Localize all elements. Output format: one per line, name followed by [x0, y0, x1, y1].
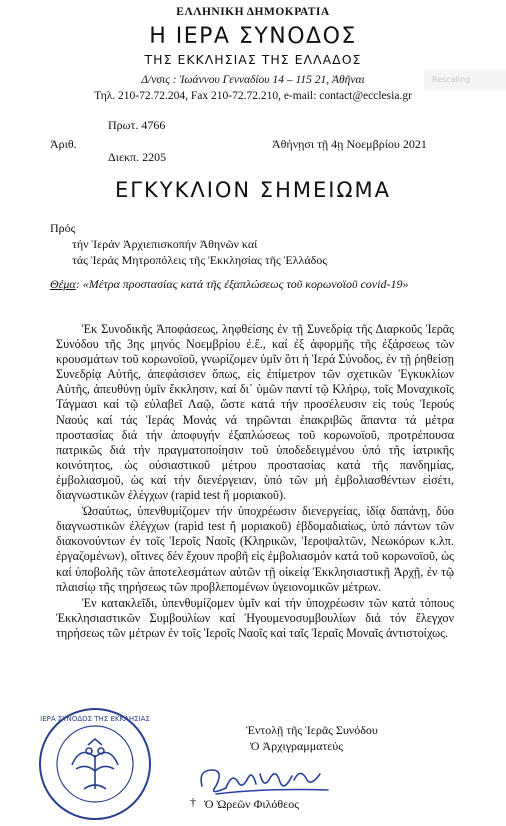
- signature-mandate: Ἐντολῇ τῆς Ἱερᾶς Συνόδου: [246, 723, 378, 737]
- subject-label: Θέμα: [50, 277, 76, 291]
- recipient-line-2: τάς Ἱεράς Μητροπόλεις τῆς Ἐκκλησίας τῆς Ἑλλάδος: [72, 253, 328, 267]
- signatory-name: Ὁ Ὠρεῶν Φιλόθεος: [204, 797, 299, 811]
- body-paragraph-1: Ἐκ Συνοδικῆς Ἀποφάσεως, ληφθείσης ἐν τῇ Συνεδρίᾳ τῆς Διαρκοῦς Ἱερᾶς Συνόδου τῆς 3ης μηνός Νοεμβρίου ἐ.ἔ., καί ἐξ ἀφορμῆς τῆς ἐξάρσεως τῶν κρουσμάτων τοῦ κορωνοϊοῦ, γνωρίζομεν ὑμῖν ὅτι ἡ Ἱερά Σύνοδος, ἐν τῇ ῥηθείσῃ Συνεδρίᾳ Αὐτῆς, ἀπεφάσισεν ὅπως, εἰς ἐπίμετρον τῶν σχετικῶν Ἐγκυκλίων Αὐτῆς, ἀπευθύνῃ ὑμῖν ἔκκλησιν, καί δι᾽ ὑμῶν παντί τῷ Κλήρῳ, τοῖς Μοναχικοῖς Τάγμασι καί τῷ εὐλαβεῖ Λαῷ, ὥστε κατά τήν προσέλευσιν εἰς τούς Ἱερούς Ναούς καί τάς Ἱεράς Μονάς νά τηρῶνται ἐπακριβῶς ἅπαντα τά μέτρα προστασίας διά τήν ἀποφυγήν ἐξαπλώσεως τοῦ κορωνοϊοῦ, προτρέπουσα πατρικῶς διά τήν πραγματοποίησιν τοῦ ὑποδεδειγμένου ὑπό τῆς ἰατρικῆς κοινότητος, ὡς οὐσιαστικοῦ μέτρου προστασίας κατά τῆς πανδημίας, ἐμβολιασμοῦ, ὡς καί τήν διενέργειαν, ὑπό τῶν μή ἐμβολιασθέντων εἰσέτι, διαγνωστικῶν ἐλέγχων (rapid test ἤ μοριακοῦ).: [56, 322, 454, 503]
- header-synod: Η ΙΕΡΑ ΣΥΝΟΔΟΣ: [149, 24, 357, 49]
- synod-seal-stamp: [36, 705, 154, 823]
- subject-text: : «Μέτρα προστασίας κατά τῆς ἐξαπλώσεως τοῦ κορωνοϊοῦ covid-19»: [75, 277, 409, 291]
- document-title: ΕΓΚΥΚΛΙΟΝ ΣΗΜΕΙΩΜΑ: [115, 178, 391, 202]
- body-paragraph-3: Ἐν κατακλεῖδι, ὑπενθυμίζομεν ὑμῖν καί τήν ὑποχρέωσιν τῶν κατά τόπους Ἐκκλησιαστικῶν Συμβουλίων καί Ἡγουμενοσυμβουλίων διά τόν ἔλεγχον τηρήσεως τῶν μέτρων ἐν τοῖς Ἱεροῖς Ναοῖς καί ταῖς Ἱεραῖς Μοναῖς ἀντιστοίχως.: [56, 595, 454, 640]
- subject: [50, 277, 460, 292]
- svg-text:ΙΕΡΑ ΣΥΝΟΔΟΣ ΤΗΣ ΕΚΚΛΗΣΙΑΣ: ΙΕΡΑ ΣΥΝΟΔΟΣ ΤΗΣ ΕΚΚΛΗΣΙΑΣ: [40, 715, 150, 723]
- recipient-line-1: τήν Ἱεράν Ἀρχιεπισκοπήν Ἀθηνῶν καί: [72, 237, 258, 251]
- signature-cross: †: [190, 795, 196, 809]
- recipients-label: Πρός: [50, 221, 76, 235]
- rescaling-overlay: Rescaling: [424, 70, 506, 90]
- protocol-number: Πρωτ. 4766: [108, 118, 166, 132]
- header-contacts: Τηλ. 210-72.72.204, Fax 210-72.72.210, e-mail: contact@ecclesia.gr: [94, 90, 412, 102]
- document-date: Ἀθήνῃσι τῇ 4ῃ Νοεμβρίου 2021: [272, 137, 427, 151]
- signature-role: Ὁ Ἀρχιγραμματεύς: [250, 739, 343, 753]
- body-paragraph-2: Ὡσαύτως, ὑπενθυμίζομεν τήν ὑποχρέωσιν διενεργείας, ἰδίᾳ δαπάνῃ, δύο διαγνωστικῶν ἐλέγχων (rapid test ἤ μοριακοῦ) ἑβδομαδιαίως, ὑπό πάντων τῶν διακονούντων ἐν τοῖς Ἱεροῖς Ναοῖς (Κληρικῶν, Ἱεροψαλτῶν, Νεωκόρων κ.λπ. ἐργαζομένων), οἵτινες δέν ἔχουν προβῆ εἰς ἐμβολιασμόν κατά τοῦ κορωνοϊοῦ, ὡς καί ὑποβολῆς τῶν ἀποτελεσμάτων αὐτῶν τῇ οἰκείᾳ Ἐκκλησιαστικῇ Ἀρχῇ, ἐν τῷ πλαισίῳ τῆς τηρήσεως τῶν προβλεπομένων ὑγειονομικῶν μέτρων.: [56, 504, 454, 594]
- dispatch-number: Διεκπ. 2205: [108, 150, 167, 164]
- letter-body: [56, 322, 454, 642]
- header-church: ΤΗΣ ΕΚΚΛΗΣΙΑΣ ΤΗΣ ΕΛΛΑΔΟΣ: [144, 52, 362, 67]
- arith-label: Ἀριθ.: [50, 137, 77, 151]
- header-address: Δ/νσις : Ἰωάννου Γενναδίου 14 – 115 21, Ἀθῆναι: [141, 74, 365, 86]
- header-state: ΕΛΛΗΝΙΚΗ ΔΗΜΟΚΡΑΤΙΑ: [176, 6, 330, 18]
